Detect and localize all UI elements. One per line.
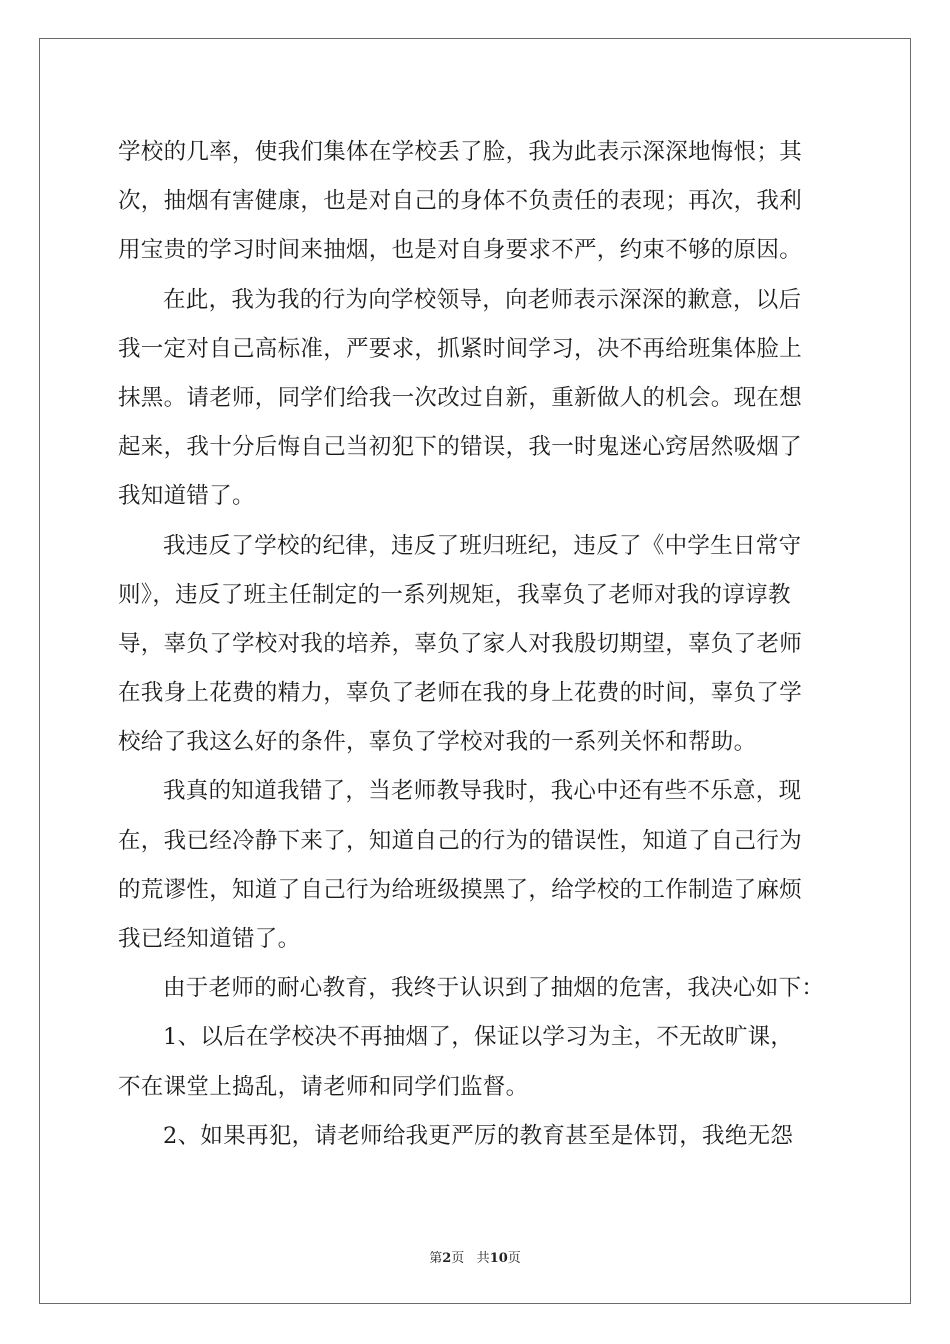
footer-page-suffix: 页 — [451, 1251, 465, 1266]
footer-prefix: 第 — [429, 1251, 443, 1266]
text-line: 抹黑。请老师，同学们给我一次改过自新，重新做人的机会。现在想 — [118, 384, 803, 411]
text-line: 起来，我十分后悔自己当初犯下的错误，我一时鬼迷心窍居然吸烟了 — [118, 434, 803, 461]
text-line: 2、如果再犯，请老师给我更严厉的教育甚至是体罚，我绝无怨 — [163, 1122, 794, 1149]
text-line: 则》，违反了班主任制定的一系列规矩，我辜负了老师对我的谆谆教 — [118, 581, 791, 608]
text-line: 的荒谬性，知道了自己行为给班级摸黑了，给学校的工作制造了麻烦 — [118, 876, 803, 903]
text-line: 在此，我为我的行为向学校领导，向老师表示深深的歉意，以后 — [163, 286, 802, 313]
text-line: 我知道错了。 — [118, 483, 255, 510]
text-line: 学校的几率，使我们集体在学校丢了脸，我为此表示深深地悔恨；其 — [118, 139, 803, 165]
document-body — [118, 128, 838, 1161]
text-line: 用宝贵的学习时间来抽烟，也是对自身要求不严，约束不够的原因。 — [118, 237, 803, 264]
text-line: 校给了我这么好的条件，辜负了学校对我的一系列关怀和帮助。 — [118, 729, 757, 756]
text-line: 我真的知道我错了，当老师教导我时，我心中还有些不乐意，现 — [163, 778, 802, 805]
text-line: 导，辜负了学校对我的培养，辜负了家人对我殷切期望，辜负了老师 — [118, 630, 803, 657]
text-line: 1、以后在学校决不再抽烟了，保证以学习为主，不无故旷课， — [163, 1024, 794, 1051]
text-line: 我违反了学校的纪律，违反了班归班纪，违反了《中学生日常守 — [163, 532, 802, 559]
text-line: 不在课堂上捣乱，请老师和同学们监督。 — [118, 1073, 529, 1100]
text-line: 由于老师的耐心教育，我终于认识到了抽烟的危害，我决心如下： — [163, 975, 825, 1002]
current-page-number: 2 — [442, 1251, 452, 1266]
text-line: 在我身上花费的精力，辜负了老师在我的身上花费的时间，辜负了学 — [118, 680, 803, 707]
footer-total-prefix: 共 — [476, 1251, 490, 1266]
text-line: 我已经知道错了。 — [118, 926, 301, 952]
text-line: 在，我已经冷静下来了，知道自己的行为的错误性，知道了自己行为 — [118, 827, 803, 854]
page-footer — [0, 1247, 950, 1266]
footer-total-suffix: 页 — [507, 1251, 521, 1266]
text-line: 次，抽烟有害健康，也是对自己的身体不负责任的表现；再次，我利 — [118, 188, 803, 215]
text-line: 我一定对自己高标准，严要求，抓紧时间学习，决不再给班集体脸上 — [118, 335, 803, 362]
total-pages-number: 10 — [489, 1251, 508, 1266]
